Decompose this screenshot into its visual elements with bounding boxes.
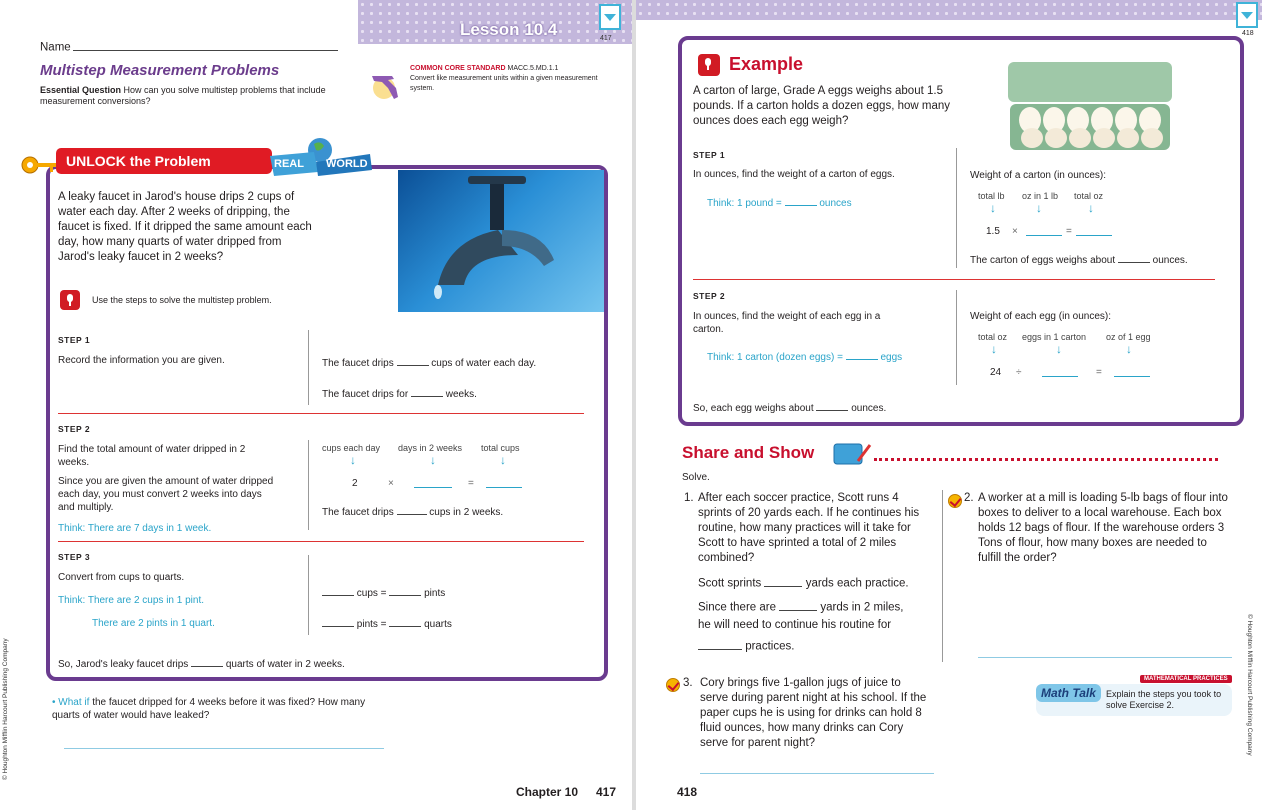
exercise1-text: After each soccer practice, Scott runs 4 sprints of 20 yards each. If he continues his routine, how many practices will it take for Scott to have sprinted a total of 2 miles combined? [698,492,920,564]
example-heading: Example [729,54,804,74]
step3-summary: So, Jarod's leaky faucet drips quarts of water in 2 weeks. [58,659,345,670]
exercise2-number: 2. [964,492,974,504]
step1-divider [308,330,309,405]
example-step2-think: Think: 1 carton (dozen eggs) = eggs [707,352,903,363]
step-separator [693,279,1215,280]
step2-answer-blank[interactable] [414,476,452,488]
share-show-dotted-rule [874,458,1218,461]
equals-sign: = [1066,226,1072,237]
bookmark-icon[interactable] [1236,2,1258,28]
step-separator [58,541,584,542]
footer-page-number: 417 [596,785,617,799]
example-step1-number: 1.5 [986,226,1000,237]
standard-box: COMMON CORE STANDARD MACC.5.MD.1.1 Convert like measurement units within a given measurement system. [410,65,598,92]
exercise2-answer-line[interactable] [978,657,1232,658]
example-step2-number: 24 [990,367,1002,378]
example-step2-result: So, each egg weighs about ounces. [693,403,887,414]
problem-text: A leaky faucet in Jarod's house drips 2 cups of water each day. After 2 weeks of dripping, the faucet is fixed. If it dripped the same amount each day, how many quarts of water dripped from Jarod's leaky faucet in 2 weeks? [58,191,312,263]
exercise1-line4: practices. [698,638,794,655]
example-step2-heading: Weight of each egg (in ounces): [970,311,1112,322]
lock-icon [60,290,80,310]
equals-sign: = [1096,367,1102,378]
example-step1-col3: total oz [1074,191,1104,201]
exercise-divider [942,490,943,662]
unlock-problem-banner: UNLOCK the Problem [56,148,272,174]
math-board-icon [832,441,872,467]
example-step2-col2: eggs in 1 carton [1022,332,1087,342]
arrow-down-icon: ↓ [991,342,997,356]
step3-conv2: pints = quarts [322,617,452,631]
key-icon [20,152,60,178]
step1-line2: The faucet drips for weeks. [322,389,477,400]
header-dot-band [636,0,1262,20]
example-step1-blank[interactable] [1026,224,1062,236]
example-step2-label: STEP 2 [693,291,726,301]
example-step2-blank[interactable] [1042,365,1078,377]
corner-page-number: 417 [600,35,612,42]
arrow-down-icon: ↓ [1126,342,1132,356]
step2-col1: cups each day [322,443,381,453]
math-talk-label: Math Talk [1036,684,1101,702]
right-page [636,0,1262,810]
example-step1-divider [956,148,957,268]
checkmark-icon [666,678,680,692]
step2-number: 2 [352,478,358,489]
example-step1-result: The carton of eggs weighs about ounces. [970,255,1188,266]
exercise3-text: Cory brings five 1-gallon jugs of juice to serve during parent night at his school. If the paper cups he is using for drinks can hold 8 fluid ounces, how many drinks can Cory serve for parent night? [700,677,927,749]
example-step2-divider [956,290,957,385]
math-talk-text: Explain the steps you took to solve Exercise 2. [1106,689,1222,710]
step2-col2: days in 2 weeks [398,443,463,453]
step3-label: STEP 3 [58,552,91,562]
example-step2-col3: oz of 1 egg [1106,332,1151,342]
times-sign: × [1012,226,1018,237]
step3-think1: Think: There are 2 cups in 1 pint. [58,595,205,606]
example-step2-result-blank[interactable] [1114,365,1150,377]
essential-question: Essential Question How can you solve multistep problems that include measurement conversions? [40,85,326,106]
step3-instruction: Convert from cups to quarts. [58,572,185,583]
step2-think: Think: There are 7 days in 1 week. [58,523,212,534]
step1-line1: The faucet drips cups of water each day. [322,358,537,369]
arrow-down-icon: ↓ [1036,201,1042,215]
example-step1-total-blank[interactable] [1076,224,1112,236]
arrow-down-icon: ↓ [990,201,996,215]
arrow-down-icon: ↓ [500,453,506,467]
step2-divider [308,440,309,530]
example-step1-label: STEP 1 [693,150,726,160]
egg-carton-photo [1004,58,1176,156]
solve-label: Solve. [682,472,710,483]
checkmark-icon [948,494,962,508]
faucet-photo [398,170,604,312]
example-step1-heading: Weight of a carton (in ounces): [970,170,1106,181]
mathematical-practices-badge: MATHEMATICAL PRACTICES [1140,675,1232,683]
example-step1-col2: oz in 1 lb [1022,191,1059,201]
exercise1-number: 1. [684,492,694,504]
what-if-question: • What if the faucet dripped for 4 weeks before it was fixed? How many quarts of water would have leaked? [52,697,366,721]
equals-sign: = [468,478,474,489]
step2-label: STEP 2 [58,424,91,434]
exercise2-text: A worker at a mill is loading 5-lb bags of flour into boxes to deliver to a local warehouse. Each box holds 12 bags of flour. If the warehouse orders 3 Tons of flour, how many boxes are needed to fulfill the order? [978,492,1228,564]
example-step2-instruction: In ounces, find the weight of each egg in a carton. [693,311,881,335]
step-separator [58,413,584,414]
step3-divider [308,555,309,635]
exercise1-line3: he will need to continue his routine for [698,619,892,631]
arrow-down-icon: ↓ [350,453,356,467]
bookmark-icon[interactable] [599,4,621,30]
copyright-text: © Houghton Mifflin Harcourt Publishing Company [1246,614,1253,756]
example-step1-instruction: In ounces, find the weight of a carton of eggs. [693,169,895,180]
times-sign: × [388,478,394,489]
example-step1-col1: total lb [978,191,1005,201]
arrow-down-icon: ↓ [1056,342,1062,356]
step3-conv1: cups = pints [322,586,445,600]
step2-col3: total cups [481,443,520,453]
corner-page-number: 418 [1242,30,1254,37]
example-problem-text: A carton of large, Grade A eggs weighs about 1.5 pounds. If a carton holds a dozen eggs, how many ounces does each egg weigh? [693,85,950,127]
lock-icon [698,54,720,76]
lesson-label: Lesson 10.4 [460,20,558,39]
real-world-badge: REAL WORLD [270,136,374,180]
florida-state-icon [370,70,404,102]
footer-page-number: 418 [677,785,698,799]
step1-label: STEP 1 [58,335,91,345]
divide-sign: ÷ [1016,367,1022,378]
name-label: Name [40,39,338,56]
answer-line[interactable] [64,748,384,749]
copyright-text: © Houghton Mifflin Harcourt Publishing Company [2,638,9,780]
arrow-down-icon: ↓ [430,453,436,467]
step1-instruction: Record the information you are given. [58,355,225,366]
exercise3-number: 3. [683,677,693,689]
step3-think2: There are 2 pints in 1 quart. [92,618,215,629]
footer-chapter: Chapter 10 [516,785,579,799]
exercise1-line2: Since there are yards in 2 miles, [698,599,904,616]
exercise1-line1: Scott sprints yards each practice. [698,575,909,592]
step2-extra: Since you are given the amount of water dripped each day, you must convert 2 weeks into days and multiply. [58,476,274,513]
example-step1-think: Think: 1 pound = ounces [707,198,852,209]
exercise3-answer-line[interactable] [700,773,934,774]
share-and-show-heading: Share and Show [682,443,815,462]
step2-result: The faucet drips cups in 2 weeks. [322,507,504,518]
lesson-title: Multistep Measurement Problems [40,62,280,79]
step2-total-blank[interactable] [486,476,522,488]
step2-instruction: Find the total amount of water dripped in 2 weeks. [58,444,246,468]
example-step2-col1: total oz [978,332,1008,342]
use-steps-text: Use the steps to solve the multistep problem. [92,295,272,305]
arrow-down-icon: ↓ [1088,201,1094,215]
